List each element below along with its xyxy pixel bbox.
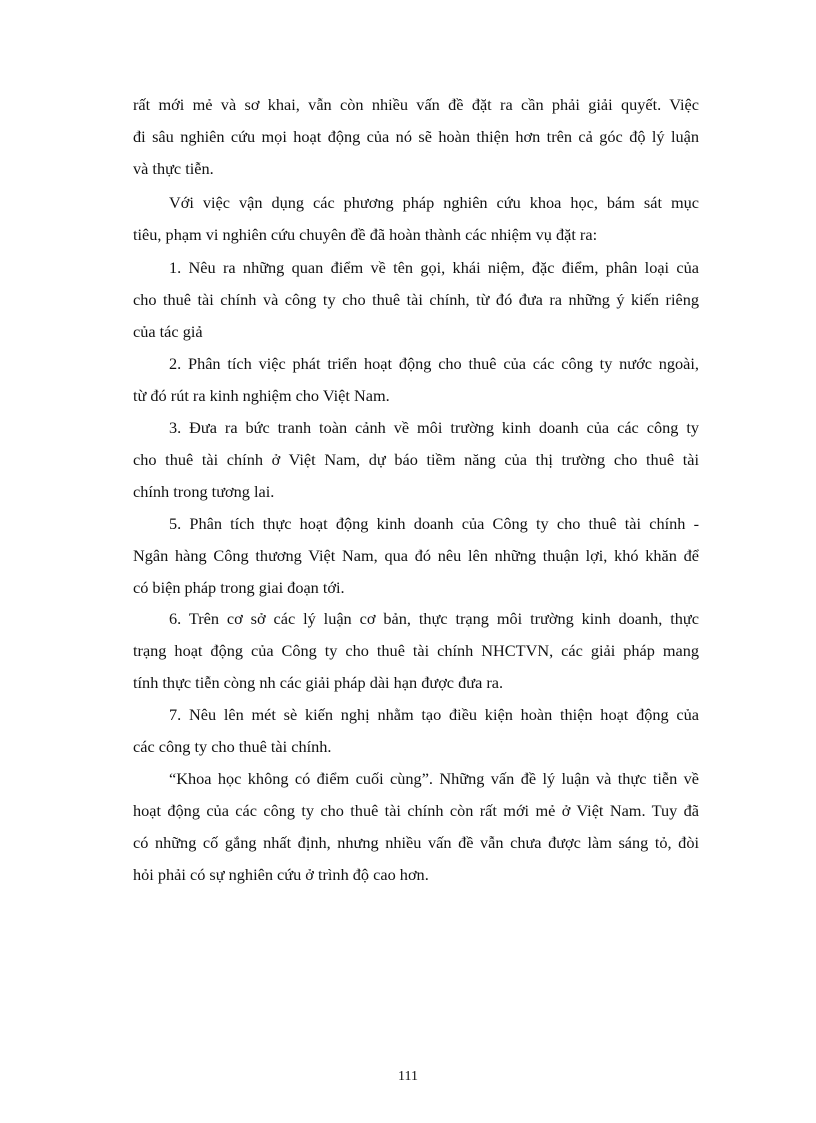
- text-line: Ngân hàng Công thương Việt Nam, qua đó nêu lên những thuận lợi, khó khăn để: [133, 546, 699, 565]
- text-line: từ đó rút ra kinh nghiệm cho Việt Nam.: [133, 386, 390, 405]
- text-line: tiêu, phạm vi nghiên cứu chuyên đề đã hoàn thành các nhiệm vụ đặt ra:: [133, 225, 598, 244]
- text-line: trạng hoạt động của Công ty cho thuê tài chính NHCTVN, các giải pháp mang: [133, 641, 699, 660]
- text-line: các công ty cho thuê tài chính.: [133, 737, 332, 756]
- text-line: tính thực tiễn còng nh các giải pháp dài hạn được đưa ra.: [133, 673, 504, 692]
- text-line: hoạt động của các công ty cho thuê tài chính còn rất mới mẻ ở Việt Nam. Tuy đã: [133, 801, 699, 820]
- text-line: rất mới mẻ và sơ khai, vẫn còn nhiều vấn đề đặt ra cần phải giải quyết. Việc: [133, 95, 699, 114]
- text-line: chính trong tương lai.: [133, 482, 275, 501]
- text-line: 3. Đưa ra bức tranh toàn cảnh về môi trường kinh doanh của các công ty: [169, 418, 699, 437]
- text-line: hỏi phải có sự nghiên cứu ở trình độ cao hơn.: [133, 865, 429, 884]
- text-line: có biện pháp trong giai đoạn tới.: [133, 578, 345, 597]
- text-line: Với việc vận dụng các phương pháp nghiên cứu khoa học, bám sát mục: [169, 193, 699, 212]
- text-line: đi sâu nghiên cứu mọi hoạt động của nó sẽ hoàn thiện hơn trên cả góc độ lý luận: [133, 127, 699, 146]
- text-line: có những cố gắng nhất định, nhưng nhiều vấn đề vẫn chưa được làm sáng tỏ, đòi: [133, 833, 699, 852]
- text-line: 6. Trên cơ sở các lý luận cơ bản, thực trạng môi trường kinh doanh, thực: [169, 609, 699, 628]
- text-line: 1. Nêu ra những quan điểm về tên gọi, khái niệm, đặc điểm, phân loại của: [169, 258, 699, 277]
- page-number: 111: [398, 1069, 418, 1084]
- text-line: 5. Phân tích thực hoạt động kinh doanh của Công ty cho thuê tài chính -: [169, 514, 699, 533]
- text-line: 7. Nêu lên mét sè kiến nghị nhằm tạo điều kiện hoàn thiện hoạt động của: [169, 705, 699, 724]
- text-line: của tác giả: [133, 322, 203, 341]
- text-line: và thực tiễn.: [133, 159, 214, 178]
- text-line: 2. Phân tích việc phát triển hoạt động cho thuê của các công ty nước ngoài,: [169, 354, 699, 373]
- text-line: cho thuê tài chính ở Việt Nam, dự báo tiềm năng của thị trường cho thuê tài: [133, 450, 699, 469]
- text-line: “Khoa học không có điểm cuối cùng”. Những vấn đề lý luận và thực tiễn về: [169, 769, 699, 788]
- text-line: cho thuê tài chính và công ty cho thuê tài chính, từ đó đưa ra những ý kiến riêng: [133, 290, 699, 309]
